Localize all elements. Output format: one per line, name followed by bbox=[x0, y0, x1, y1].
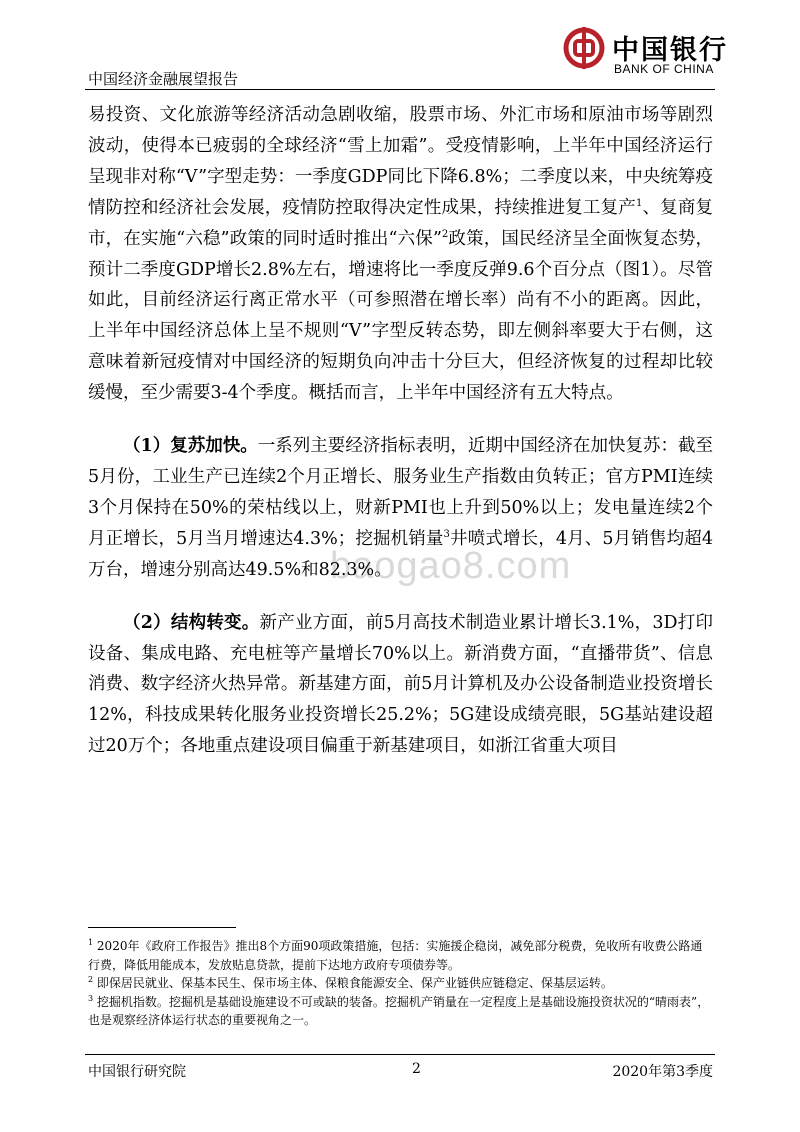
footnote-rule bbox=[88, 927, 236, 928]
logo-chinese-name: 中国银行 bbox=[612, 35, 728, 66]
footer-organization: 中国银行研究院 bbox=[88, 1064, 186, 1080]
heading-structure: （2）结构转变。 bbox=[123, 612, 260, 633]
footnote-3-text: 挖掘机指数。挖掘机是基础设施建设不可或缺的装备。挖掘机产销量在一定程度上是基础设施投资状况的“晴雨表”，也是观察经济体运行状态的重要视角之一。 bbox=[88, 994, 710, 1027]
watermark: baogao8.com bbox=[330, 545, 572, 587]
paragraph-1 bbox=[88, 100, 713, 409]
heading-recovery: （1）复苏加快。 bbox=[123, 436, 258, 457]
footnote-ref: 2 bbox=[441, 228, 449, 240]
text-run: 井喷式增长，4月、5月销售均超4万台，增速分别高达49.5%和82.3%。 bbox=[88, 528, 713, 580]
footer-period: 2020年第3季度 bbox=[612, 1064, 713, 1080]
footnote-3 bbox=[88, 993, 713, 1030]
footnote-1-text: 2020年《政府工作报告》推出8个方面90项政策措施，包括：实施援企稳岗，减免部分税费，免收所有收费公路通行费，降低用能成本，发放贴息贷款，提前下达地方政府专项债券等。 bbox=[88, 939, 703, 972]
body-text bbox=[88, 100, 713, 762]
report-title: 中国经济金融展望报告 bbox=[88, 70, 239, 88]
footnote-3-number: 3 bbox=[88, 993, 94, 1003]
text-run: 一系列主要经济指标表明，近期中国经济在加快复苏：截至5月份，工业生产已连续2个月正增长、服务业生产指数由负转正；官方PMI连续3个月保持在50%的荣枯线以上，财新PMI也上升到50%以上；发电量连续2个月正增长，5月当月增速达4.3%；挖掘机销量 bbox=[88, 436, 714, 549]
paragraph-recovery-text bbox=[88, 436, 713, 580]
paragraph-structure-text bbox=[88, 613, 713, 757]
logo-english-name: BANK OF CHINA bbox=[614, 62, 714, 76]
footnote-2-number: 2 bbox=[88, 975, 94, 984]
text-run: 新产业方面，前5月高技术制造业累计增长3.1%，3D打印设备、集成电路、充电桩等产量增长70%以上。新消费方面，“直播带货”、信息消费、数字经济火热异常。新基建方面，前5月计算机及办公设备制造业投资增长12%，科技成果转化服务业投资增长25.2%；5G建设成绩亮眼，5G基站建设超过20万个；各地重点建设项目偏重于新基建项目，如浙江省重大项目 bbox=[88, 612, 713, 757]
footnote-1 bbox=[88, 937, 713, 974]
paragraph-structure bbox=[88, 608, 713, 763]
footnote-ref: 1 bbox=[635, 197, 643, 209]
text-run: 政策，国民经济呈全面恢复态势，预计二季度GDP增长2.8%左右，增速将比一季度反弹9.6个百分点（图1）。尽管如此，目前经济运行离正常水平（可参照潜在增长率）尚有不小的距离。因此，上半年中国经济总体上呈不规则“V”字型反转态势，即左侧斜率要大于右侧，这意味着新冠疫情对中国经济的短期负向冲击十分巨大，但经济恢复的过程却比较缓慢，至少需要3-4个季度。概括而言，上半年中国经济有五大特点。 bbox=[88, 228, 714, 404]
footnote-2-text: 即保居民就业、保基本民生、保市场主体、保粮食能源安全、保产业链供应链稳定、保基层运转。 bbox=[96, 976, 613, 990]
paragraph-recovery bbox=[88, 431, 713, 586]
bank-logo bbox=[562, 26, 752, 80]
footnotes bbox=[88, 937, 713, 1030]
footnote-2 bbox=[88, 974, 713, 993]
footer-rule bbox=[85, 1054, 715, 1055]
text-run: 易投资、文化旅游等经济活动急剧收缩，股票市场、外汇市场和原油市场等剧烈波动，使得本已疲弱的全球经济“雪上加霜”。受疫情影响，上半年中国经济运行呈现非对称“V”字型走势：一季度GDP同比下降6.8%；二季度以来，中央统筹疫情防控和经济社会发展，疫情防控取得决定性成果，持续推进复工复产 bbox=[88, 105, 713, 218]
footnote-1-number: 1 bbox=[88, 938, 94, 947]
footnote-ref: 3 bbox=[443, 528, 450, 540]
header-rule bbox=[85, 89, 715, 90]
bank-of-china-logo-icon bbox=[562, 26, 606, 70]
text-run: 、复商复市，在实施“六稳”政策的同时适时推出“六保” bbox=[88, 197, 714, 249]
page-number: 2 bbox=[412, 1061, 421, 1077]
